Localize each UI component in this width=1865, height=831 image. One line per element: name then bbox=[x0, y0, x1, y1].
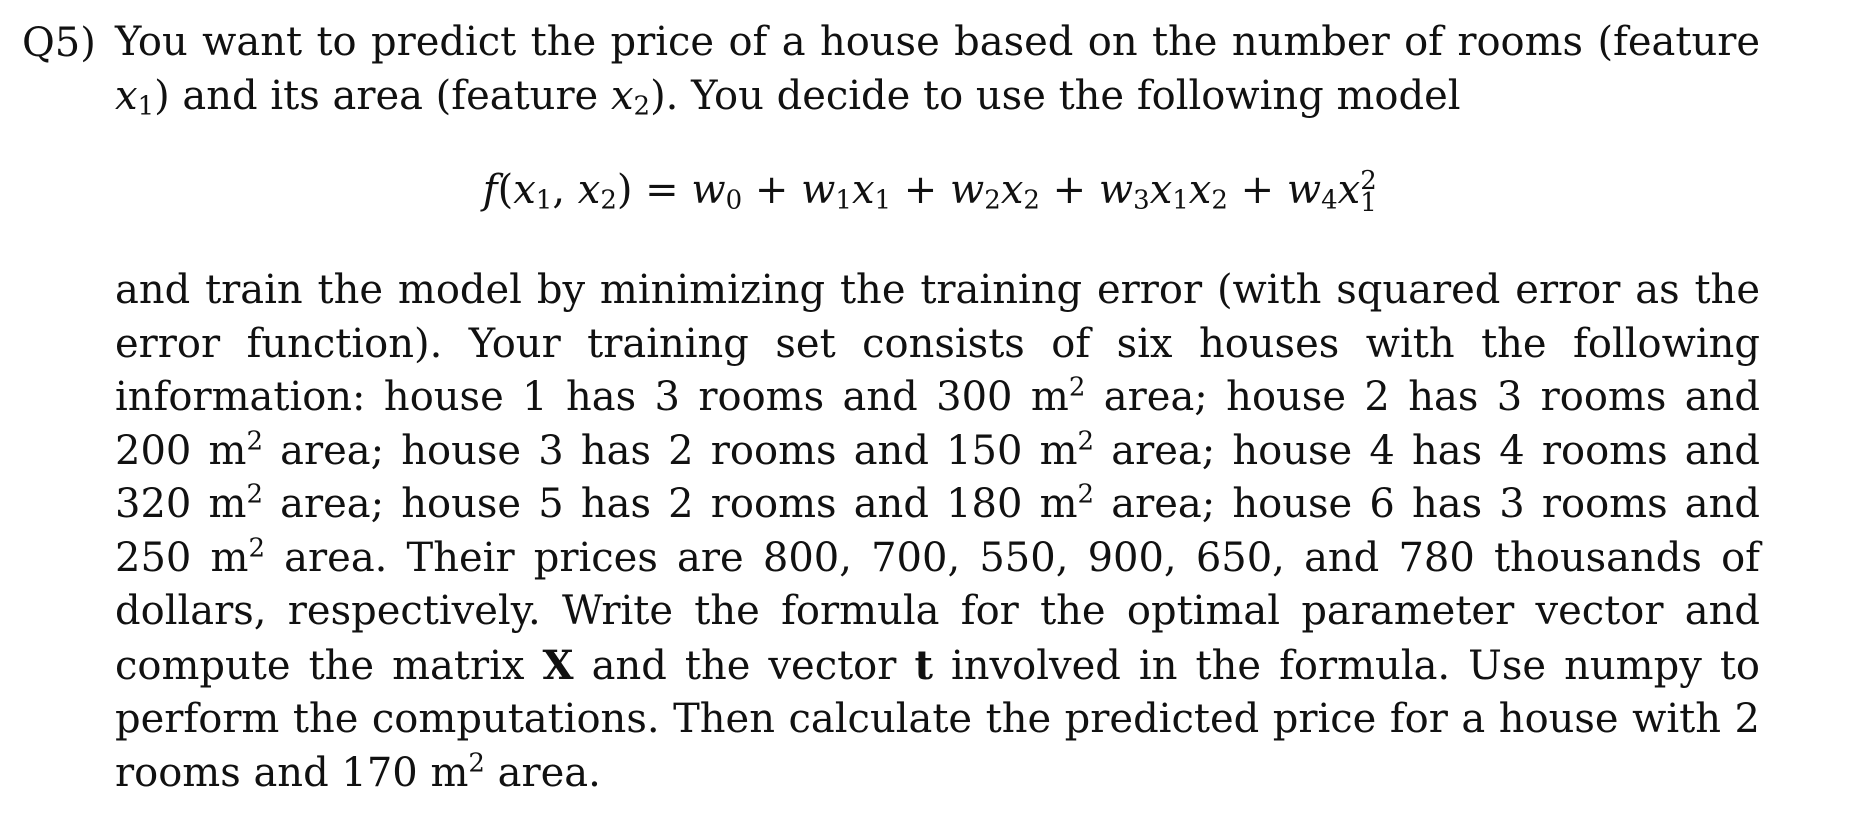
subscript: 1 bbox=[535, 185, 553, 216]
question-body bbox=[115, 264, 1760, 800]
plus-sign: + bbox=[742, 167, 802, 213]
var-w: w bbox=[1098, 167, 1134, 213]
body-text: area. Their prices are 800, 700, 550, 900, 650, and 780 thousands of dollars, respectively. Write the formula for the optimal parameter vector and compute the matrix bbox=[115, 534, 1760, 689]
superscript: 2 bbox=[1077, 479, 1095, 510]
var-x: x bbox=[1337, 167, 1361, 213]
body-text: and train the model by minimizing the training error (with squared error as the error function). Your training set consists of six houses with the following information: house 1 has 3 rooms and 300 m bbox=[115, 267, 1760, 420]
comma: , bbox=[552, 167, 578, 213]
subscript: 2 bbox=[1023, 185, 1040, 216]
body-text: area. bbox=[484, 749, 601, 796]
subscript: 4 bbox=[1321, 185, 1338, 216]
func-f: f bbox=[482, 167, 498, 213]
subscript: 2 bbox=[600, 185, 617, 216]
var-x: x bbox=[610, 72, 634, 119]
intro-text-2: ) and its area (feature bbox=[154, 72, 611, 119]
plus-sign: + bbox=[891, 167, 951, 213]
subscript: 1 bbox=[1360, 187, 1377, 218]
matrix-x-symbol: X bbox=[542, 641, 574, 689]
intro-text-3: ). You decide to use the following model bbox=[650, 72, 1461, 119]
var-w: w bbox=[1286, 167, 1322, 213]
subscript: 0 bbox=[725, 185, 743, 216]
var-x: x bbox=[1149, 167, 1173, 213]
superscript: 2 bbox=[246, 479, 263, 510]
subscript: 1 bbox=[137, 91, 155, 122]
body-text: area; house 4 has 4 rooms and 320 m bbox=[115, 427, 1760, 527]
var-x: x bbox=[851, 167, 875, 213]
var-x: x bbox=[1188, 167, 1212, 213]
body-text: area; house 6 has 3 rooms and 250 m bbox=[115, 481, 1760, 581]
superscript: 2 bbox=[1360, 166, 1377, 197]
subscript: 2 bbox=[984, 185, 1001, 216]
subscript: 2 bbox=[1211, 185, 1228, 216]
superscript: 2 bbox=[1077, 426, 1095, 457]
question-number: Q5) bbox=[22, 20, 96, 66]
plus-sign: + bbox=[1227, 167, 1287, 213]
var-x: x bbox=[577, 167, 601, 213]
sup-sub-stack bbox=[1360, 163, 1382, 218]
subscript: 1 bbox=[835, 185, 852, 216]
body-text: area; house 3 has 2 rooms and 150 m bbox=[263, 427, 1078, 474]
model-equation bbox=[0, 160, 1865, 220]
superscript: 2 bbox=[1068, 372, 1086, 403]
body-text: involved in the formula. Use numpy to perform the computations. Then calculate the predicted price for a house with 2 rooms and 170 m bbox=[115, 642, 1761, 796]
equals-sign: = bbox=[632, 167, 692, 213]
var-x: x bbox=[115, 72, 138, 119]
var-w: w bbox=[691, 167, 726, 213]
body-text: area; house 5 has 2 rooms and 180 m bbox=[263, 481, 1078, 527]
vector-t-symbol: t bbox=[914, 641, 933, 689]
var-x: x bbox=[1000, 167, 1024, 213]
var-x: x bbox=[513, 167, 536, 213]
subscript: 1 bbox=[874, 185, 892, 216]
intro-text-1: You want to predict the price of a house based on the number of rooms (feature bbox=[115, 19, 1760, 65]
paren-open: ( bbox=[497, 167, 514, 213]
superscript: 2 bbox=[468, 748, 485, 779]
superscript: 2 bbox=[246, 426, 263, 457]
body-text: area; house 2 has 3 rooms and 200 m bbox=[115, 374, 1761, 474]
var-w: w bbox=[801, 167, 836, 213]
body-text: and the vector bbox=[573, 642, 915, 689]
subscript: 3 bbox=[1133, 185, 1150, 216]
question-intro bbox=[115, 16, 1760, 123]
subscript: 2 bbox=[633, 91, 651, 122]
subscript: 1 bbox=[1172, 185, 1189, 216]
paren-close: ) bbox=[616, 167, 633, 213]
superscript: 2 bbox=[248, 533, 265, 564]
var-w: w bbox=[950, 167, 985, 213]
plus-sign: + bbox=[1039, 167, 1099, 213]
